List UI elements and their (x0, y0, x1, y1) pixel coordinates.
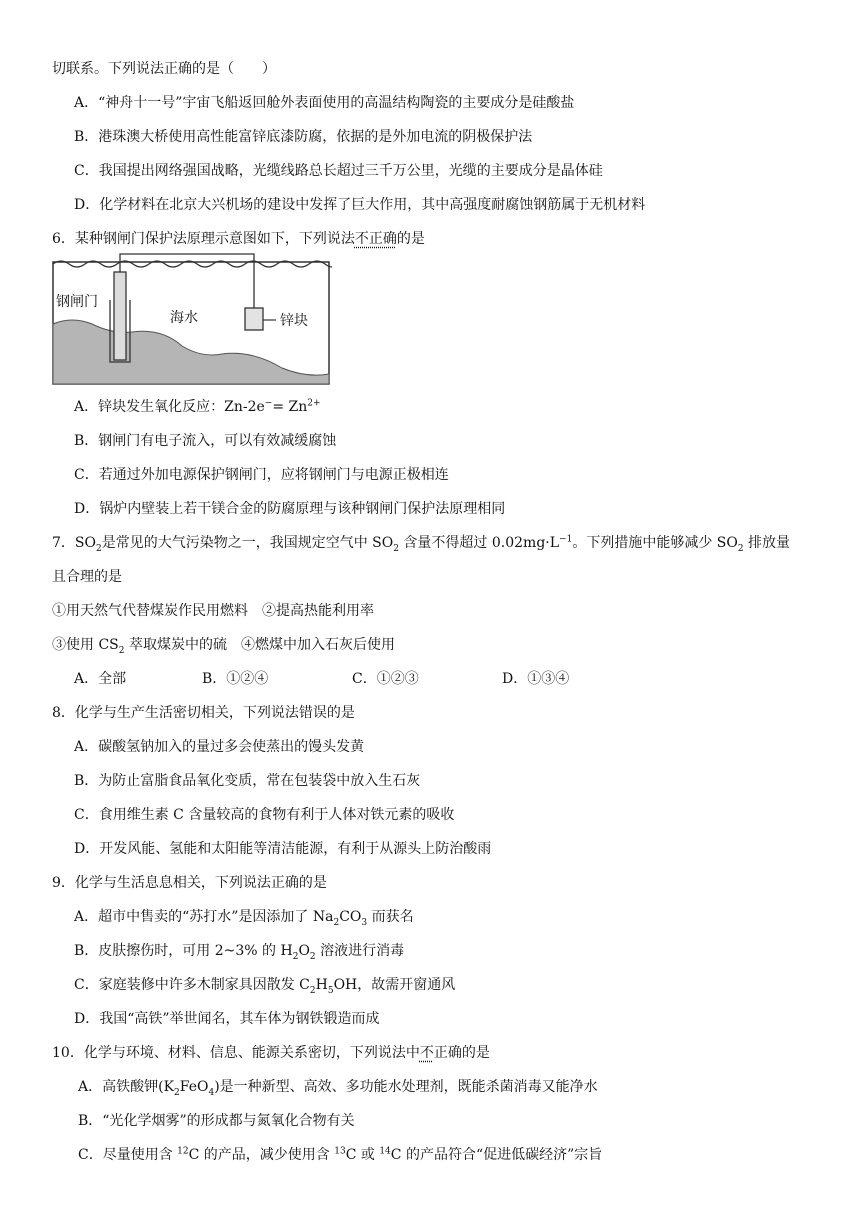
q5-option-a: A．“神舟十一号”宇宙飞船返回舱外表面使用的高温结构陶瓷的主要成分是硅酸盐 (74, 95, 575, 111)
q5-option-c: C．我国提出网络强国战略，光缆线路总长超过三千万公里，光缆的主要成分是晶体硅 (74, 163, 603, 179)
q8-option-c: C．食用维生素 C 含量较高的食物有利于人体对铁元素的吸收 (74, 807, 455, 823)
q7-choice-c: C．①②③ (352, 671, 419, 687)
q5-stem: 切联系。下列说法正确的是（ ） (52, 61, 276, 77)
q9-option-a: A．超市中售卖的“苏打水”是因添加了 $Na_2CO_3$ 而获名 (74, 909, 414, 928)
q8-option-b: B．为防止富脂食品氧化变质，常在包装袋中放入生石灰 (74, 773, 421, 789)
q6-stem: 6．某种钢闸门保护法原理示意图如下，下列说法不正确的是 (52, 231, 425, 247)
q6-option-c: C．若通过外加电源保护钢闸门，应将钢闸门与电源正极相连 (74, 467, 449, 483)
q7-choice-a: A．全部 (74, 671, 127, 687)
q9-option-b: B．皮肤擦伤时，可用 2~3% 的 $H_2O_2$ 溶液进行消毒 (74, 943, 405, 962)
q9-stem: 9．化学与生活息息相关，下列说法正确的是 (52, 875, 327, 891)
q10-option-a: A．高铁酸钾$(K_2FeO_4)$是一种新型、高效、多功能水处理剂，既能杀菌消毒又能净水 (78, 1079, 598, 1098)
q7-statements-1: ①用天然气代替煤炭作民用燃料 ②提高热能利用率 (52, 603, 374, 619)
q8-option-d: D．开发风能、氢能和太阳能等清洁能源，有利于从源头上防治酸雨 (74, 841, 492, 857)
steel-gate (114, 272, 126, 360)
q7-stem-line2: 且合理的是 (52, 569, 122, 585)
q10-option-c: C．尽量使用含 $^{12}$C 的产品，减少使用含 $^{13}$C 或 $^{14}$C 的产品符合“促进低碳经济”宗旨 (78, 1146, 603, 1163)
q7-choice-b: B．①②④ (202, 671, 269, 687)
q9-option-c: C．家庭装修中许多木制家具因散发 $C_2H_5OH$，故需开窗通风 (74, 977, 456, 996)
q9-option-d: D．我国“高铁”举世闻名，其车体为钢铁锻造而成 (74, 1011, 380, 1027)
water-label: 海水 (170, 310, 198, 326)
q7-statements-2: ③使用 $CS_2$ 萃取煤炭中的硫 ④燃煤中加入石灰后使用 (52, 637, 395, 656)
zinc-label: 锌块 (280, 313, 308, 329)
q5-option-d: D．化学材料在北京大兴机场的建设中发挥了巨大作用，其中高强度耐腐蚀钢筋属于无机材料 (74, 197, 646, 213)
q7-choices (0, 670, 860, 690)
q8-option-a: A．碳酸氢钠加入的量过多会使蒸出的馒头发黄 (74, 739, 365, 755)
q5-option-b: B．港珠澳大桥使用高性能富锌底漆防腐，依据的是外加电流的阴极保护法 (74, 129, 533, 145)
q6-option-b: B．钢闸门有电子流入，可以有效减缓腐蚀 (74, 433, 337, 449)
zinc-block (245, 308, 263, 330)
q10-emphasis: 不 (419, 1045, 434, 1061)
q6-option-a: A．锌块发生氧化反应：$Zn-2e^-= Zn^{2+}$ (74, 398, 321, 415)
q7-choice-d: D．①③④ (502, 671, 570, 687)
gate-label: 钢闸门 (56, 294, 98, 310)
q6-option-d: D．锅炉内壁装上若干镁合金的防腐原理与该种钢闸门保护法原理相同 (74, 501, 506, 517)
steel-gate-protection-diagram (52, 250, 332, 386)
q6-emphasis: 不正确 (354, 231, 397, 247)
q8-stem: 8．化学与生产生活密切相关，下列说法错误的是 (52, 705, 355, 721)
q10-option-b: B．“光化学烟雾”的形成都与氮氧化合物有关 (78, 1113, 355, 1129)
q10-stem: 10．化学与环境、材料、信息、能源关系密切，下列说法中不正确的是 (52, 1045, 490, 1061)
q7-stem: 7．$SO_2$是常见的大气污染物之一，我国规定空气中 $SO_2$ 含量不得超过 $0.02mg\cdot L^{-1}$。下列措施中能够减少 $SO_2$ 排放量 (52, 534, 791, 554)
